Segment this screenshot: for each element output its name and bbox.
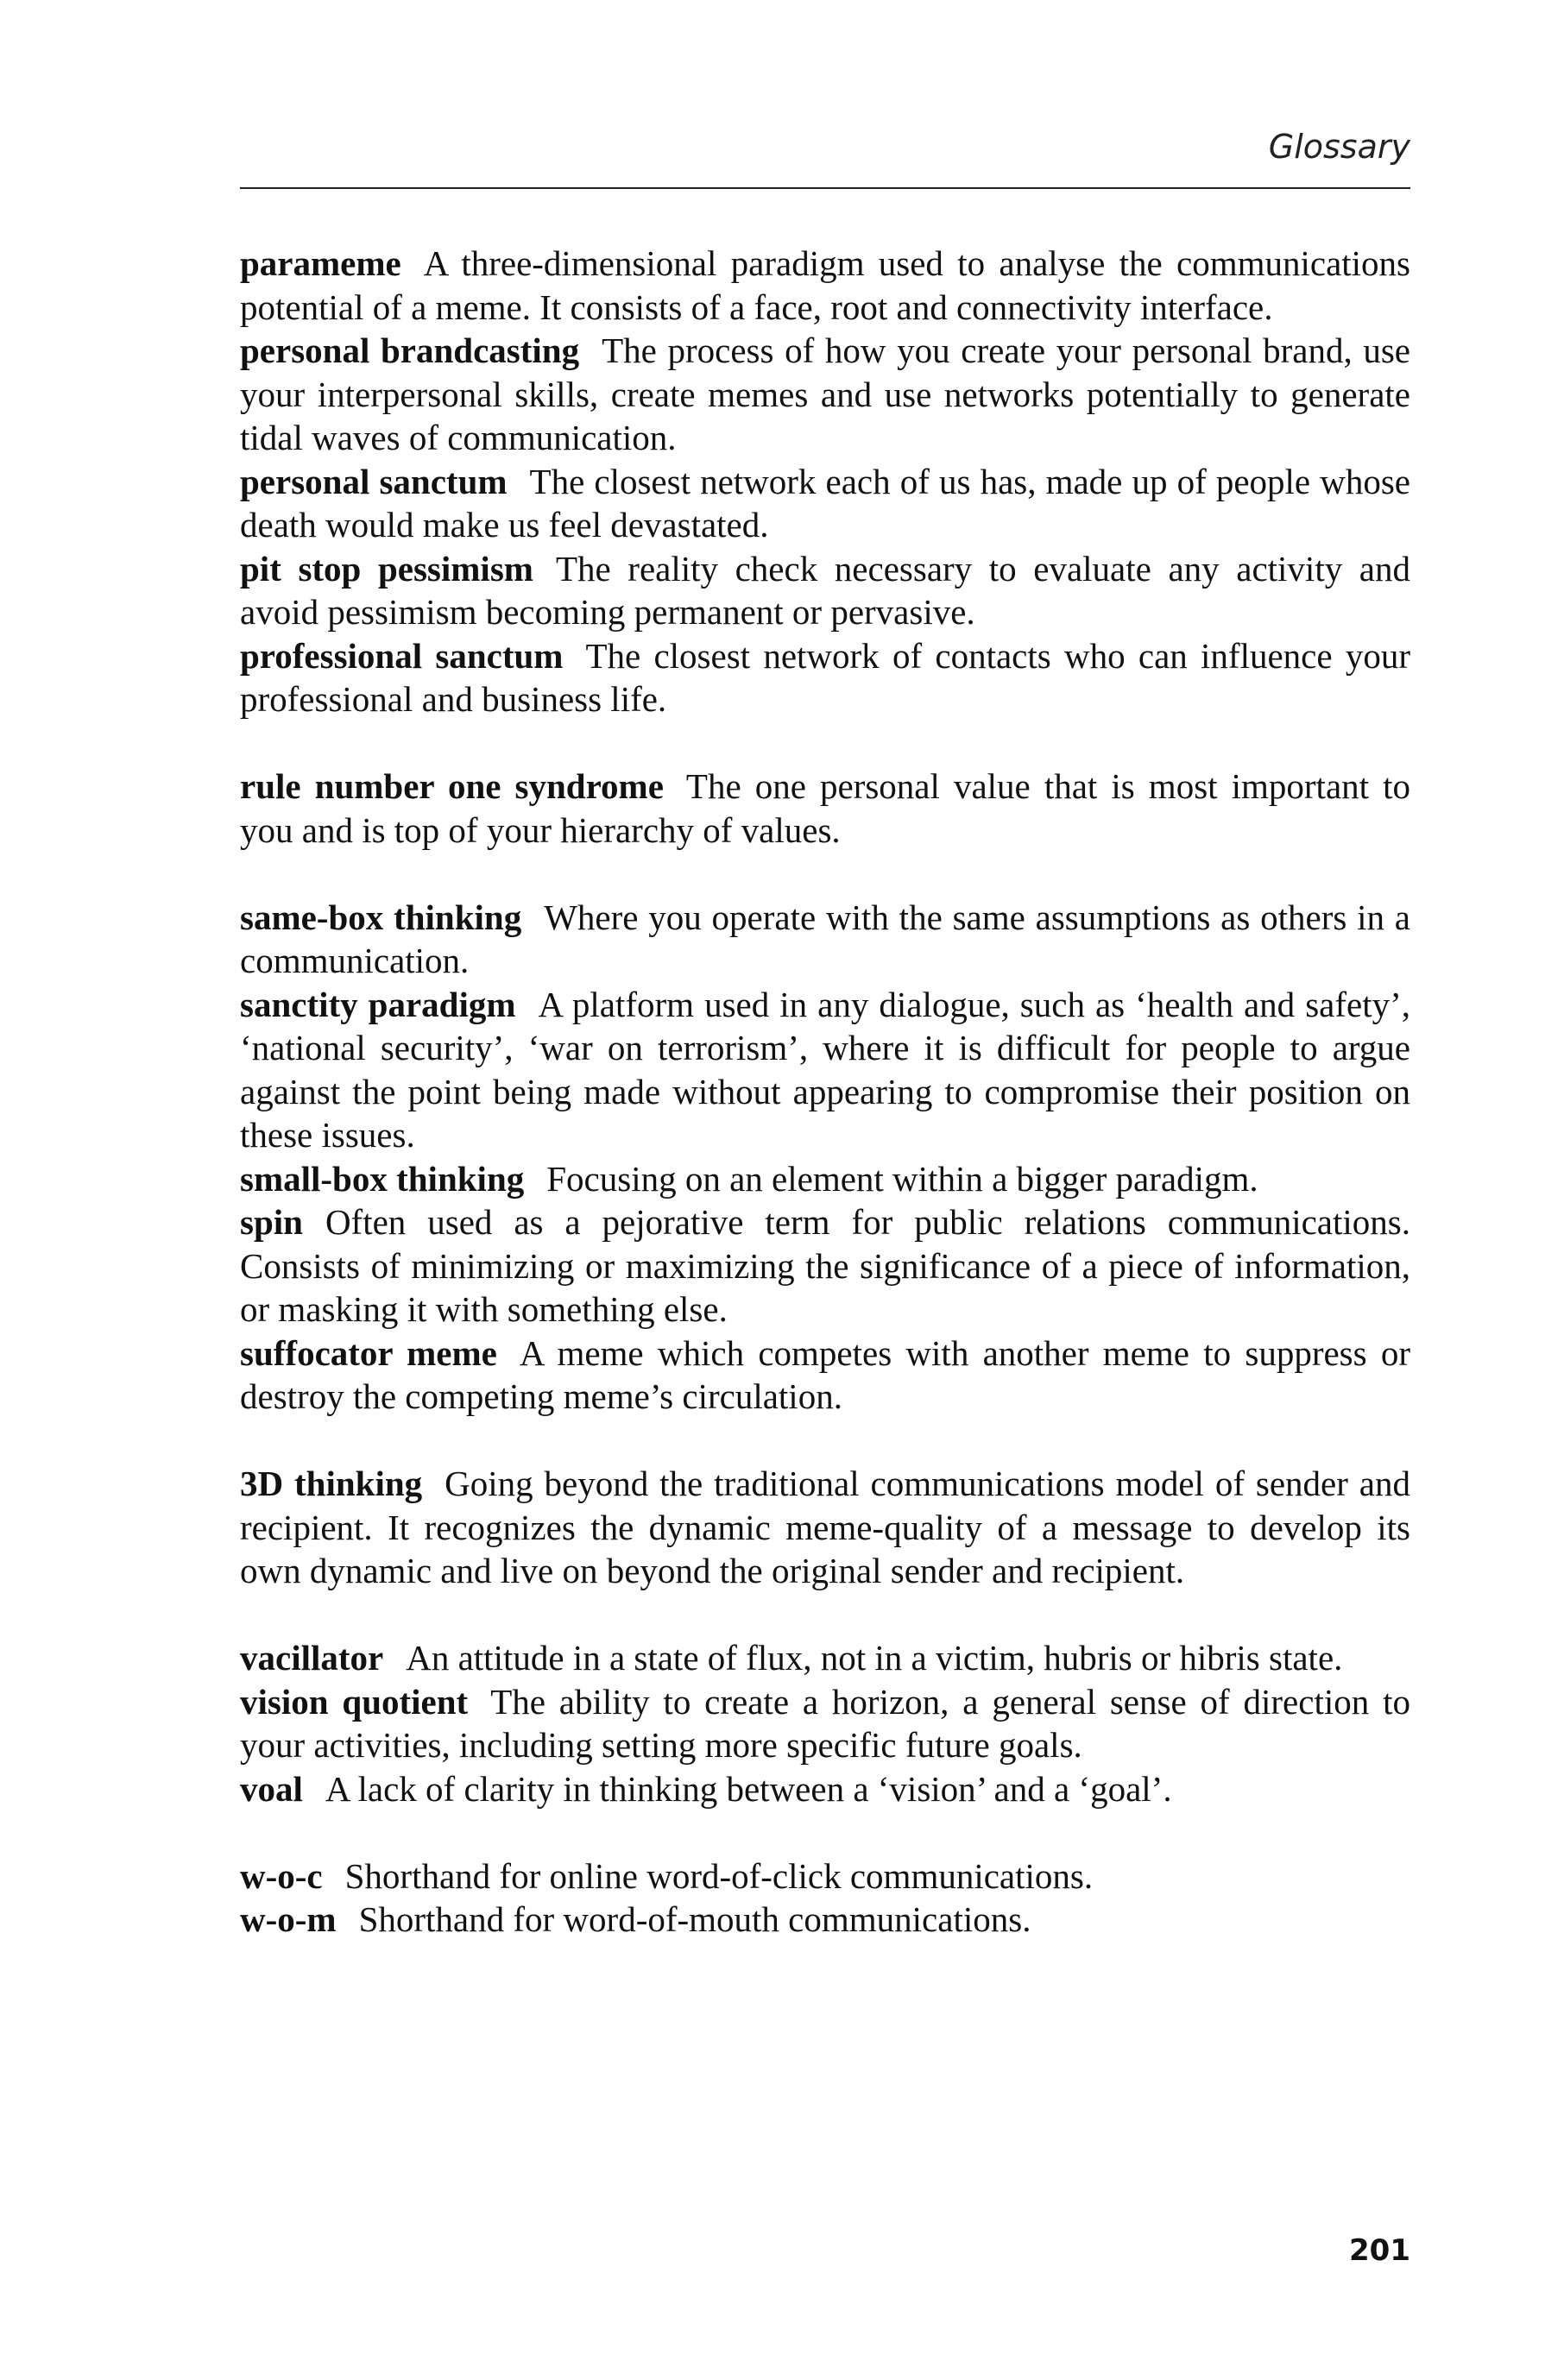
glossary-definition: The reality check necessary to evaluate any activity and avoid pessimism becoming permanent or pervasive. bbox=[240, 548, 1411, 632]
glossary-definition: The process of how you create your personal brand, use your interpersonal skills, create memes and use networks potentially to generate tidal waves of communication. bbox=[240, 331, 1411, 457]
glossary-definition: A platform used in any dialogue, such as ‘health and safety’, ‘national security’, ‘war on terrorism’, where it is difficult for people to argue against the point being made without appearing to compromise their position on these issues. bbox=[240, 984, 1410, 1155]
glossary-definition: The closest network of contacts who can influence your professional and business life. bbox=[240, 635, 1411, 719]
glossary-definition: Focusing on an element within a bigger paradigm. bbox=[546, 1158, 1258, 1199]
glossary-term: personal sanctum bbox=[240, 461, 508, 501]
glossary-entry bbox=[240, 1680, 1410, 1767]
page-number: 201 bbox=[1349, 2233, 1410, 2268]
glossary-entry bbox=[240, 1462, 1410, 1593]
glossary-entry bbox=[240, 547, 1410, 634]
glossary-definition: A three-dimensional paradigm used to analyse the communications potential of a meme. It consists of a face, root and connectivity interface. bbox=[240, 243, 1410, 327]
glossary-entry bbox=[240, 329, 1410, 460]
glossary-term: sanctity paradigm bbox=[240, 984, 516, 1024]
glossary-entry bbox=[240, 460, 1410, 547]
glossary-term: pit stop pessimism bbox=[240, 548, 533, 589]
glossary-list bbox=[240, 242, 1410, 1942]
glossary-term: w-o-m bbox=[240, 1899, 337, 1939]
glossary-entry bbox=[240, 634, 1410, 721]
glossary-definition: A meme which competes with another meme to suppress or destroy the competing meme’s circulation. bbox=[240, 1332, 1411, 1416]
glossary-entry bbox=[240, 765, 1410, 852]
glossary-term: vacillator bbox=[240, 1638, 384, 1678]
glossary-definition: The ability to create a horizon, a general sense of direction to your activities, including setting more specific future goals. bbox=[240, 1681, 1410, 1765]
header-rule bbox=[240, 187, 1410, 189]
glossary-entry bbox=[240, 896, 1410, 983]
glossary-definition: Often used as a pejorative term for public relations communications. Consists of minimizing or maximizing the significance of a piece of information, or masking it with something else. bbox=[240, 1202, 1410, 1329]
glossary-term: suffocator meme bbox=[240, 1332, 497, 1373]
glossary-entry bbox=[240, 1854, 1410, 1898]
glossary-entry bbox=[240, 1157, 1410, 1201]
running-head: Glossary bbox=[1268, 128, 1410, 166]
glossary-term: rule number one syndrome bbox=[240, 766, 664, 806]
glossary-definition: An attitude in a state of flux, not in a victim, hubris or hibris state. bbox=[406, 1638, 1343, 1678]
glossary-entry bbox=[240, 1767, 1410, 1811]
glossary-entry bbox=[240, 1332, 1410, 1419]
glossary-definition: The one personal value that is most important to you and is top of your hierarchy of values. bbox=[240, 766, 1411, 850]
glossary-term: voal bbox=[240, 1768, 303, 1809]
glossary-entry bbox=[240, 242, 1410, 329]
glossary-term: parameme bbox=[240, 243, 401, 283]
glossary-term: personal brandcasting bbox=[240, 331, 580, 370]
glossary-definition: Shorthand for online word-of-click communications. bbox=[344, 1855, 1094, 1896]
glossary-term: 3D thinking bbox=[240, 1464, 423, 1503]
glossary-definition: A lack of clarity in thinking between a ‘vision’ and a ‘goal’. bbox=[325, 1768, 1172, 1809]
glossary-term: spin bbox=[240, 1202, 303, 1242]
glossary-entry bbox=[240, 983, 1410, 1157]
glossary-definition: Shorthand for word-of-mouth communications. bbox=[358, 1899, 1031, 1939]
glossary-term: w-o-c bbox=[240, 1855, 323, 1896]
glossary-term: same-box thinking bbox=[240, 897, 522, 937]
glossary-entry bbox=[240, 1636, 1410, 1680]
glossary-definition: Where you operate with the same assumptions as others in a communication. bbox=[240, 897, 1410, 980]
glossary-definition: Going beyond the traditional communications model of sender and recipient. It recognizes the dynamic meme-quality of a message to develop its own dynamic and live on beyond the original sender and recipient. bbox=[240, 1464, 1410, 1590]
glossary-term: vision quotient bbox=[240, 1681, 469, 1722]
glossary-entry bbox=[240, 1898, 1410, 1942]
glossary-definition: The closest network each of us has, made up of people whose death would make us feel devastated. bbox=[240, 461, 1410, 545]
glossary-term: professional sanctum bbox=[240, 635, 564, 676]
glossary-term: small-box thinking bbox=[240, 1158, 525, 1199]
glossary-entry bbox=[240, 1200, 1410, 1332]
